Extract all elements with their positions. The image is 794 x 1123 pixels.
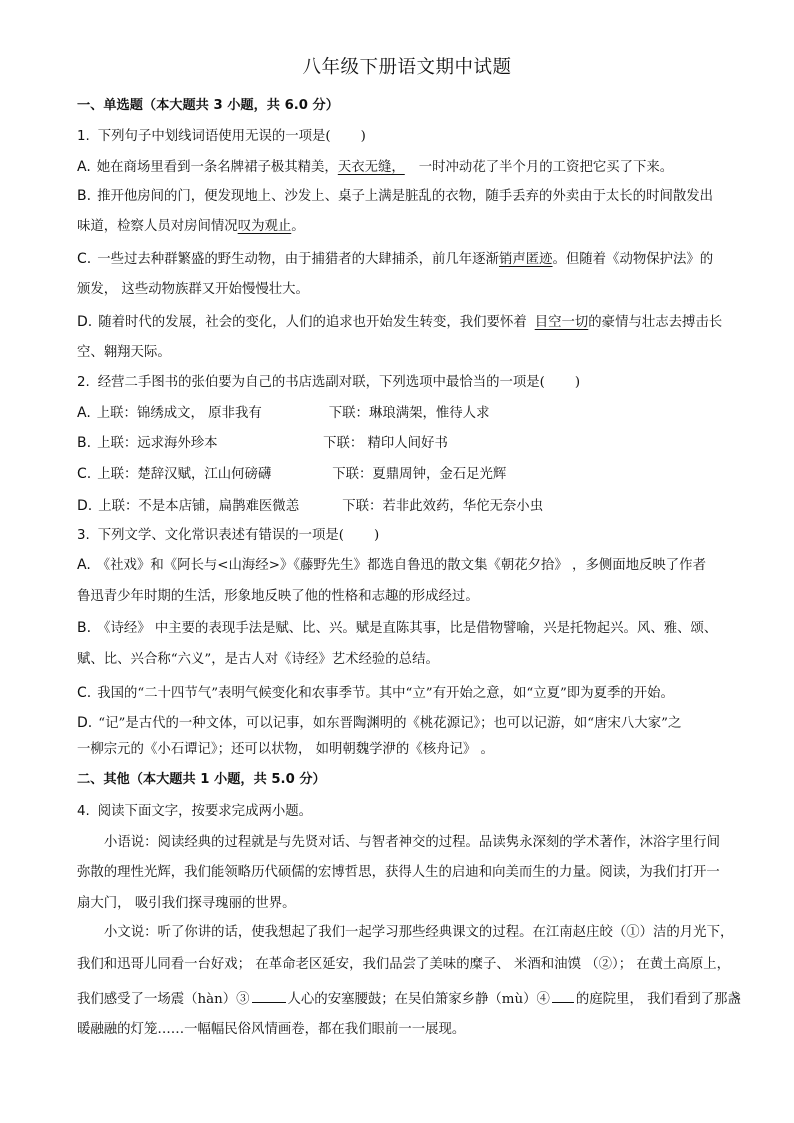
question-2-option-c: C. 上联：楚辞汉赋，江山何磅礴 下联：夏鼎周钟，金石足光辉 bbox=[77, 466, 507, 482]
question-3-option-d: D. “记”是古代的一种文体，可以记事，如东晋陶渊明的《桃花源记》；也可以记游，如“唐宋八大家”之 bbox=[77, 715, 682, 731]
option-label: D. bbox=[77, 715, 93, 731]
question-1-option-d: D. 随着时代的发展，社会的变化，人们的追求也开始发生转变，我们要怀着 目空一切的豪情与壮志去搏击长 bbox=[77, 314, 723, 330]
option-label: B. bbox=[77, 188, 92, 204]
fill-blank-4 bbox=[552, 990, 574, 1003]
underlined-term: 目空一切 bbox=[534, 315, 589, 330]
passage-para-2-line-2: 我们和迅哥儿同看一台好戏； 在革命老区延安，我们品尝了美味的糜子、 米酒和油馍 （②）； 在黄土高原上， bbox=[77, 957, 731, 972]
question-2-option-a: A. 上联：锦绣成文， 原非我有 下联：琳琅满架，惟待人求 bbox=[77, 405, 490, 421]
passage-para-1-line-3: 扇大门， 吸引我们探寻瑰丽的世界。 bbox=[77, 896, 296, 911]
question-3-option-b-cont: 赋、比、兴合称“六义”，是古人对《诗经》艺术经验的总结。 bbox=[77, 652, 439, 667]
question-2-stem: 2. 经营二手图书的张伯要为自己的书店选副对联，下列选项中最恰当的一项是( ) bbox=[77, 375, 581, 390]
passage-para-1-line-2: 弥散的理性光辉，我们能领略历代硕儒的宏博哲思，获得人生的启迪和向美而生的力量。阅读，为我们打开一 bbox=[77, 865, 720, 880]
question-1-option-c: C. 一些过去种群繁盛的野生动物，由于捕猎者的大肆捕杀，前几年逐渐销声匿迹。但随着《动物保护法》的 bbox=[77, 251, 714, 267]
question-3-option-c: C. 我国的“二十四节气”表明气候变化和农事季节。其中“立”有开始之意，如“立夏”即为夏季的开始。 bbox=[77, 685, 674, 701]
option-label: B. bbox=[77, 435, 92, 451]
question-3-option-d-cont: 一柳宗元的《小石谭记》；还可以状物， 如明朝魏学洢的《核舟记》 。 bbox=[77, 742, 494, 757]
question-1-option-d-cont: 空、翱翔天际。 bbox=[77, 345, 171, 360]
option-label: B. bbox=[77, 620, 92, 636]
option-label: C. bbox=[77, 466, 92, 482]
underlined-term: 天衣无缝， bbox=[337, 160, 405, 175]
section-heading-single-choice: 一、单选题（本大题共 3 小题，共 6.0 分） bbox=[77, 98, 339, 113]
question-1-option-a: A. 她在商场里看到一条名牌裙子极其精美，天衣无缝， 一时冲动花了半个月的工资把它买了下来。 bbox=[77, 159, 674, 175]
question-1-option-c-cont: 颁发， 这些动物族群又开始慢慢壮大。 bbox=[77, 282, 309, 297]
question-number: 4. bbox=[77, 804, 90, 819]
option-label: D. bbox=[77, 498, 93, 514]
passage-para-2-line-4: 暖融融的灯笼……一幅幅民俗风情画卷，都在我们眼前一一展现。 bbox=[77, 1022, 466, 1037]
passage-para-2-line-3: 我们感受了一场震（hàn）③ 人心的安塞腰鼓；在吴伯箫家乡静（mù）④ 的庭院里， 我们看到了那盏 bbox=[77, 992, 741, 1007]
passage-para-1-line-1: 小语说：阅读经典的过程就是与先贤对话、与智者神交的过程。品读隽永深刻的学术著作，沐浴字里行间 bbox=[104, 835, 720, 850]
question-1-option-b-cont: 味道，检察人员对房间情况叹为观止。 bbox=[77, 219, 305, 234]
question-2-option-d: D. 上联：不是本店铺，扁鹊难医微恙 下联：若非此效药，华佗无奈小虫 bbox=[77, 498, 544, 514]
section-heading-other: 二、其他（本大题共 1 小题，共 5.0 分） bbox=[77, 772, 326, 787]
underlined-term: 销声匿迹 bbox=[498, 252, 553, 267]
fill-blank-3 bbox=[252, 990, 286, 1003]
question-1-stem: 1. 下列句子中划线词语使用无误的一项是( ) bbox=[77, 129, 366, 144]
question-number: 3. bbox=[77, 528, 90, 543]
question-4-stem: 4. 阅读下面文字，按要求完成两小题。 bbox=[77, 804, 313, 819]
question-3-option-a: A. 《社戏》和《阿长与<山海经>》《藤野先生》都选自鲁迅的散文集《朝花夕拾》 ，多侧面地反映了作者 bbox=[77, 557, 706, 573]
option-label: C. bbox=[77, 685, 92, 701]
option-label: A. bbox=[77, 557, 91, 573]
question-3-stem: 3. 下列文学、文化常识表述有错误的一项是( ) bbox=[77, 528, 380, 543]
question-1-option-b: B. 推开他房间的门，便发现地上、沙发上、桌子上满是脏乱的衣物，随手丢弃的外卖由于太长的时间散发出 bbox=[77, 188, 714, 204]
question-number: 2. bbox=[77, 375, 90, 390]
passage-para-2-line-1: 小文说：听了你讲的话，使我想起了我们一起学习那些经典课文的过程。在江南赵庄皎（①）洁的月光下， bbox=[104, 925, 734, 940]
question-number: 1. bbox=[77, 129, 90, 144]
option-label: A. bbox=[77, 159, 91, 175]
option-label: D. bbox=[77, 314, 93, 330]
option-label: C. bbox=[77, 251, 92, 267]
exam-title: 八年级下册语文期中试题 bbox=[302, 57, 512, 78]
question-3-option-b: B. 《诗经》 中主要的表现手法是赋、比、兴。赋是直陈其事，比是借物譬喻，兴是托物起兴。风、雅、颂、 bbox=[77, 620, 718, 636]
underlined-term: 叹为观止 bbox=[237, 219, 292, 234]
question-2-option-b: B. 上联：远求海外珍本 下联： 精印人间好书 bbox=[77, 435, 448, 451]
option-label: A. bbox=[77, 405, 91, 421]
question-3-option-a-cont: 鲁迅青少年时期的生活，形象地反映了他的性格和志趣的形成经过。 bbox=[77, 589, 479, 604]
